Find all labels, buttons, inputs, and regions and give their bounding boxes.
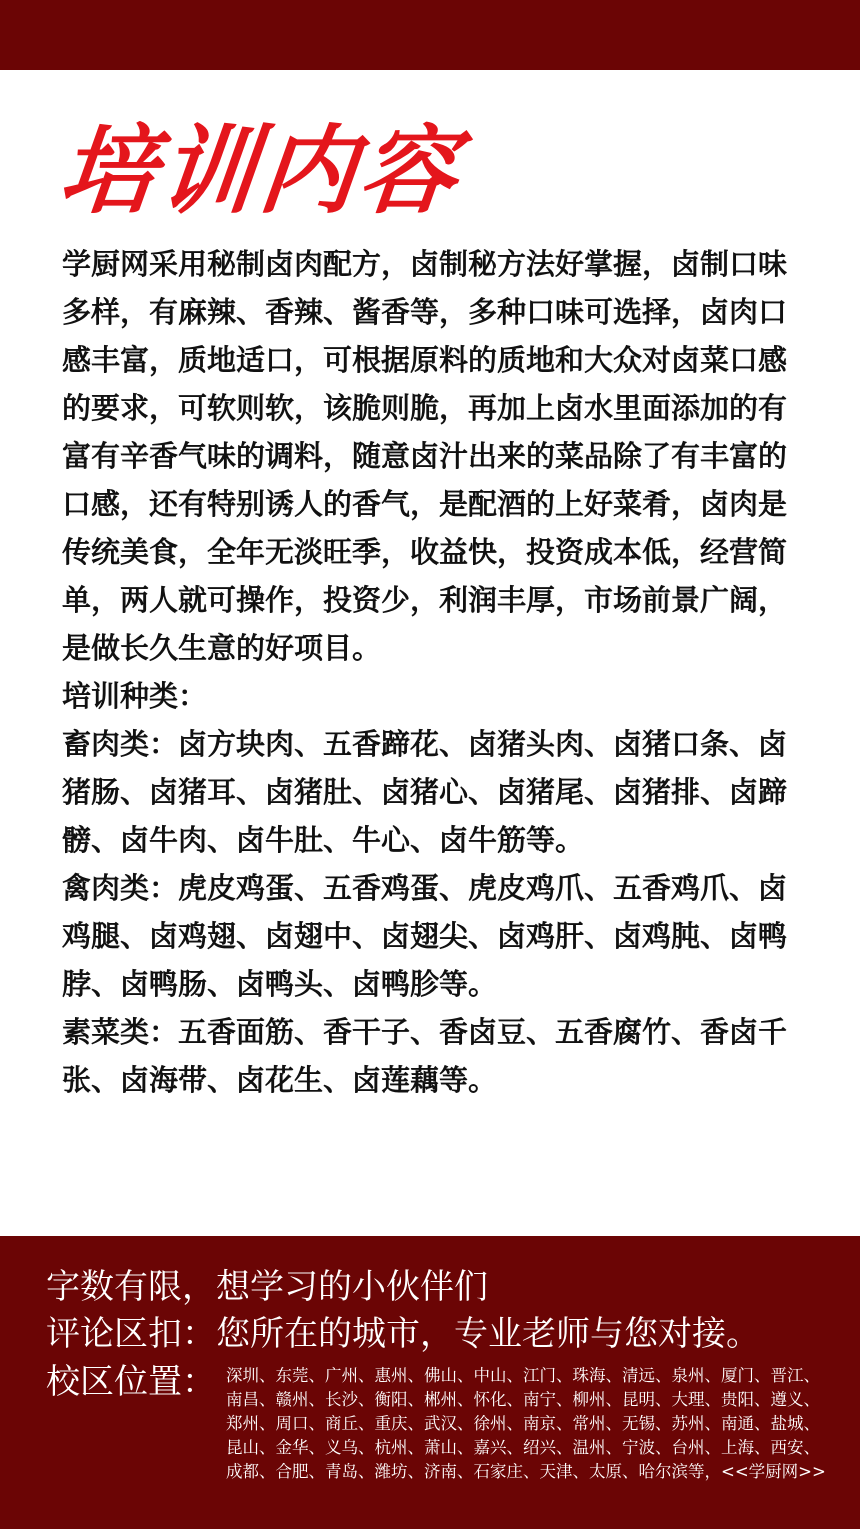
intro-paragraph: 学厨网采用秘制卤肉配方，卤制秘方法好掌握，卤制口味多样，有麻辣、香辣、酱香等，多种口味可选择，卤肉口感丰富，质地适口，可根据原料的质地和大众对卤菜口感的要求，可软则软，该脆则脆，再加上卤水里面添加的有富有辛香气味的调料，随意卤汁出来的菜品除了有丰富的口感，还有特别诱人的香气，是配酒的上好菜肴，卤肉是传统美食，全年无淡旺季，收益快，投资成本低，经营简单，两人就可操作，投资少，利润丰厚，市场前景广阔，是做长久生意的好项目。	[62, 247, 788, 665]
category-heading: 培训种类：	[62, 679, 208, 713]
campus-list: 深圳、东莞、广州、惠州、佛山、中山、江门、珠海、清远、泉州、厦门、晋江、南昌、赣州、长沙、衡阳、郴州、怀化、南宁、柳州、昆明、大理、贵阳、遵义、郑州、周口、商丘、重庆、武汉、徐州、南京、常州、无锡、苏州、南通、盐城、昆山、金华、义乌、杭州、萧山、嘉兴、绍兴、温州、宁波、台州、上海、西安、成都、合肥、青岛、潍坊、济南、石家庄、天津、太原、哈尔滨等，<<学厨网>>	[226, 1366, 826, 1481]
top-banner	[0, 0, 860, 70]
vegetable-category: 素菜类：五香面筋、香干子、香卤豆、五香腐竹、香卤千张、卤海带、卤花生、卤莲藕等。	[62, 1015, 788, 1097]
footer-line-1: 字数有限，想学习的小伙伴们	[46, 1267, 488, 1307]
footer-line-2: 评论区扣：您所在的城市，专业老师与您对接。	[46, 1314, 760, 1354]
livestock-category: 畜肉类：卤方块肉、五香蹄花、卤猪头肉、卤猪口条、卤猪肠、卤猪耳、卤猪肚、卤猪心、卤猪尾、卤猪排、卤蹄髈、卤牛肉、卤牛肚、牛心、卤牛筋等。	[62, 727, 788, 857]
campus-label: 校区位置：	[46, 1362, 216, 1402]
poultry-category: 禽肉类：虎皮鸡蛋、五香鸡蛋、虎皮鸡爪、五香鸡爪、卤鸡腿、卤鸡翅、卤翅中、卤翅尖、卤鸡肝、卤鸡肫、卤鸭脖、卤鸭肠、卤鸭头、卤鸭胗等。	[62, 871, 788, 1001]
page-title: 培训内容	[54, 115, 466, 227]
article-body	[62, 240, 792, 1104]
